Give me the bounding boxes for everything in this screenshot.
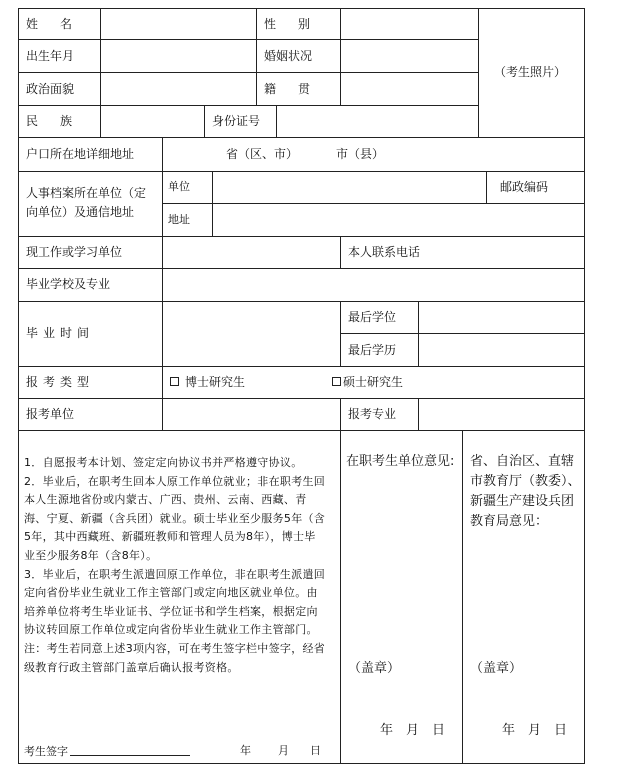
rule [162, 203, 585, 204]
postcode-label: 邮政编码 [500, 180, 549, 194]
rule [18, 171, 585, 172]
bureau-date: 年 月 日 [502, 723, 568, 738]
rule [256, 8, 257, 105]
rule [212, 171, 213, 236]
phone-label: 本人联系电话 [348, 245, 421, 259]
rule [18, 301, 585, 302]
agreement-notes [24, 454, 326, 677]
master-checkbox[interactable] [332, 377, 341, 386]
apply-unit-label: 报考单位 [26, 407, 75, 421]
photo-placeholder: （考生照片） [494, 65, 567, 79]
rule [340, 8, 341, 105]
rule [276, 105, 277, 137]
signature-line[interactable] [70, 744, 190, 756]
gender-label: 性 别 [264, 17, 316, 31]
rule [18, 137, 585, 138]
unit-label: 单位 [168, 180, 190, 193]
last-degree-label: 最后学位 [348, 310, 397, 324]
note-item: 注：考生若同意上述3项内容，可在考生签字栏中签字，经省级教育行政主管部门盖章后确认报考资格。 [24, 641, 326, 674]
apply-major-label: 报考专业 [348, 407, 397, 421]
city-label: 市（县） [336, 147, 385, 161]
hukou-address-label: 户口所在地详细地址 [26, 147, 135, 161]
employer-seal: （盖章） [348, 661, 401, 676]
bureau-opinion-title: 省、自治区、直辖市教育厅（教委）、新疆生产建设兵团教育局意见： [470, 454, 581, 529]
border-bottom [18, 763, 585, 764]
signature-year: 年 [240, 744, 251, 757]
master-option-label: 硕士研究生 [343, 375, 404, 389]
address-label: 地址 [168, 213, 190, 226]
last-education-label: 最后学历 [348, 343, 397, 357]
rule [418, 301, 419, 366]
rule [18, 105, 478, 106]
rule [18, 236, 585, 237]
school-major-label: 毕业学校及专业 [26, 277, 111, 291]
archive-unit-label-line1: 人事档案所在单位（定 [26, 186, 147, 200]
rule [18, 398, 585, 399]
political-label: 政治面貌 [26, 82, 75, 96]
border-top [18, 8, 585, 9]
rule [340, 398, 341, 764]
bureau-seal: （盖章） [470, 661, 523, 676]
candidate-signature [24, 744, 196, 759]
signature-day: 日 [310, 744, 321, 757]
name-label: 姓 名 [26, 17, 78, 31]
signature-month: 月 [278, 744, 289, 757]
rule [18, 366, 585, 367]
employer-opinion-title: 在职考生单位意见: [346, 454, 455, 469]
rule [418, 398, 419, 430]
rule [462, 430, 463, 764]
rule [340, 236, 341, 268]
signature-label: 考生签字 [24, 745, 68, 758]
rule [478, 8, 479, 137]
employer-date: 年 月 日 [380, 723, 446, 738]
work-unit-label: 现工作或学习单位 [26, 245, 123, 259]
archive-unit-label-line2: 向单位）及通信地址 [26, 205, 135, 219]
note-item: 2．毕业后，在职考生回本人原工作单位就业；非在职考生回本人生源地省份或内蒙古、广西、贵州、云南、西藏、青海、宁夏、新疆（含兵团）就业。硕士毕业至少服务5年（含5年，其中西藏班、新疆班教师和管理人员为8年），博士毕业至少服务8年（含8年）。 [24, 474, 326, 562]
graduation-time-label: 毕业时间 [26, 326, 95, 340]
border-left [18, 8, 19, 764]
rule [100, 8, 101, 137]
rule [18, 39, 478, 40]
phd-option-label: 博士研究生 [185, 375, 246, 389]
native-place-label: 籍 贯 [264, 82, 316, 96]
master-option[interactable] [332, 375, 403, 389]
id-number-label: 身份证号 [212, 114, 261, 128]
marital-label: 婚姻状况 [264, 49, 313, 63]
birth-label: 出生年月 [26, 49, 75, 63]
note-item: 1．自愿报考本计划、签定定向协议书并严格遵守协议。 [24, 456, 303, 469]
rule [18, 72, 478, 73]
border-right [584, 8, 585, 764]
rule [486, 171, 487, 203]
rule [340, 301, 341, 366]
province-label: 省（区、市） [226, 147, 299, 161]
rule [162, 137, 163, 430]
rule [18, 268, 585, 269]
phd-option[interactable] [170, 375, 245, 389]
phd-checkbox[interactable] [170, 377, 179, 386]
registration-form [18, 8, 585, 764]
ethnicity-label: 民 族 [26, 114, 78, 128]
rule [204, 105, 205, 137]
rule [340, 333, 585, 334]
rule [18, 430, 585, 431]
note-item: 3．毕业后，在职考生派遣回原工作单位，非在职考生派遣回定向省份毕业生就业工作主管部门或定向地区就业单位。由培养单位将考生毕业证书、学位证书和学生档案，根据定向协议转回原工作单位或定向省份毕业生就业工作主管部门。 [24, 567, 326, 637]
exam-type-label: 报考类型 [26, 375, 95, 389]
